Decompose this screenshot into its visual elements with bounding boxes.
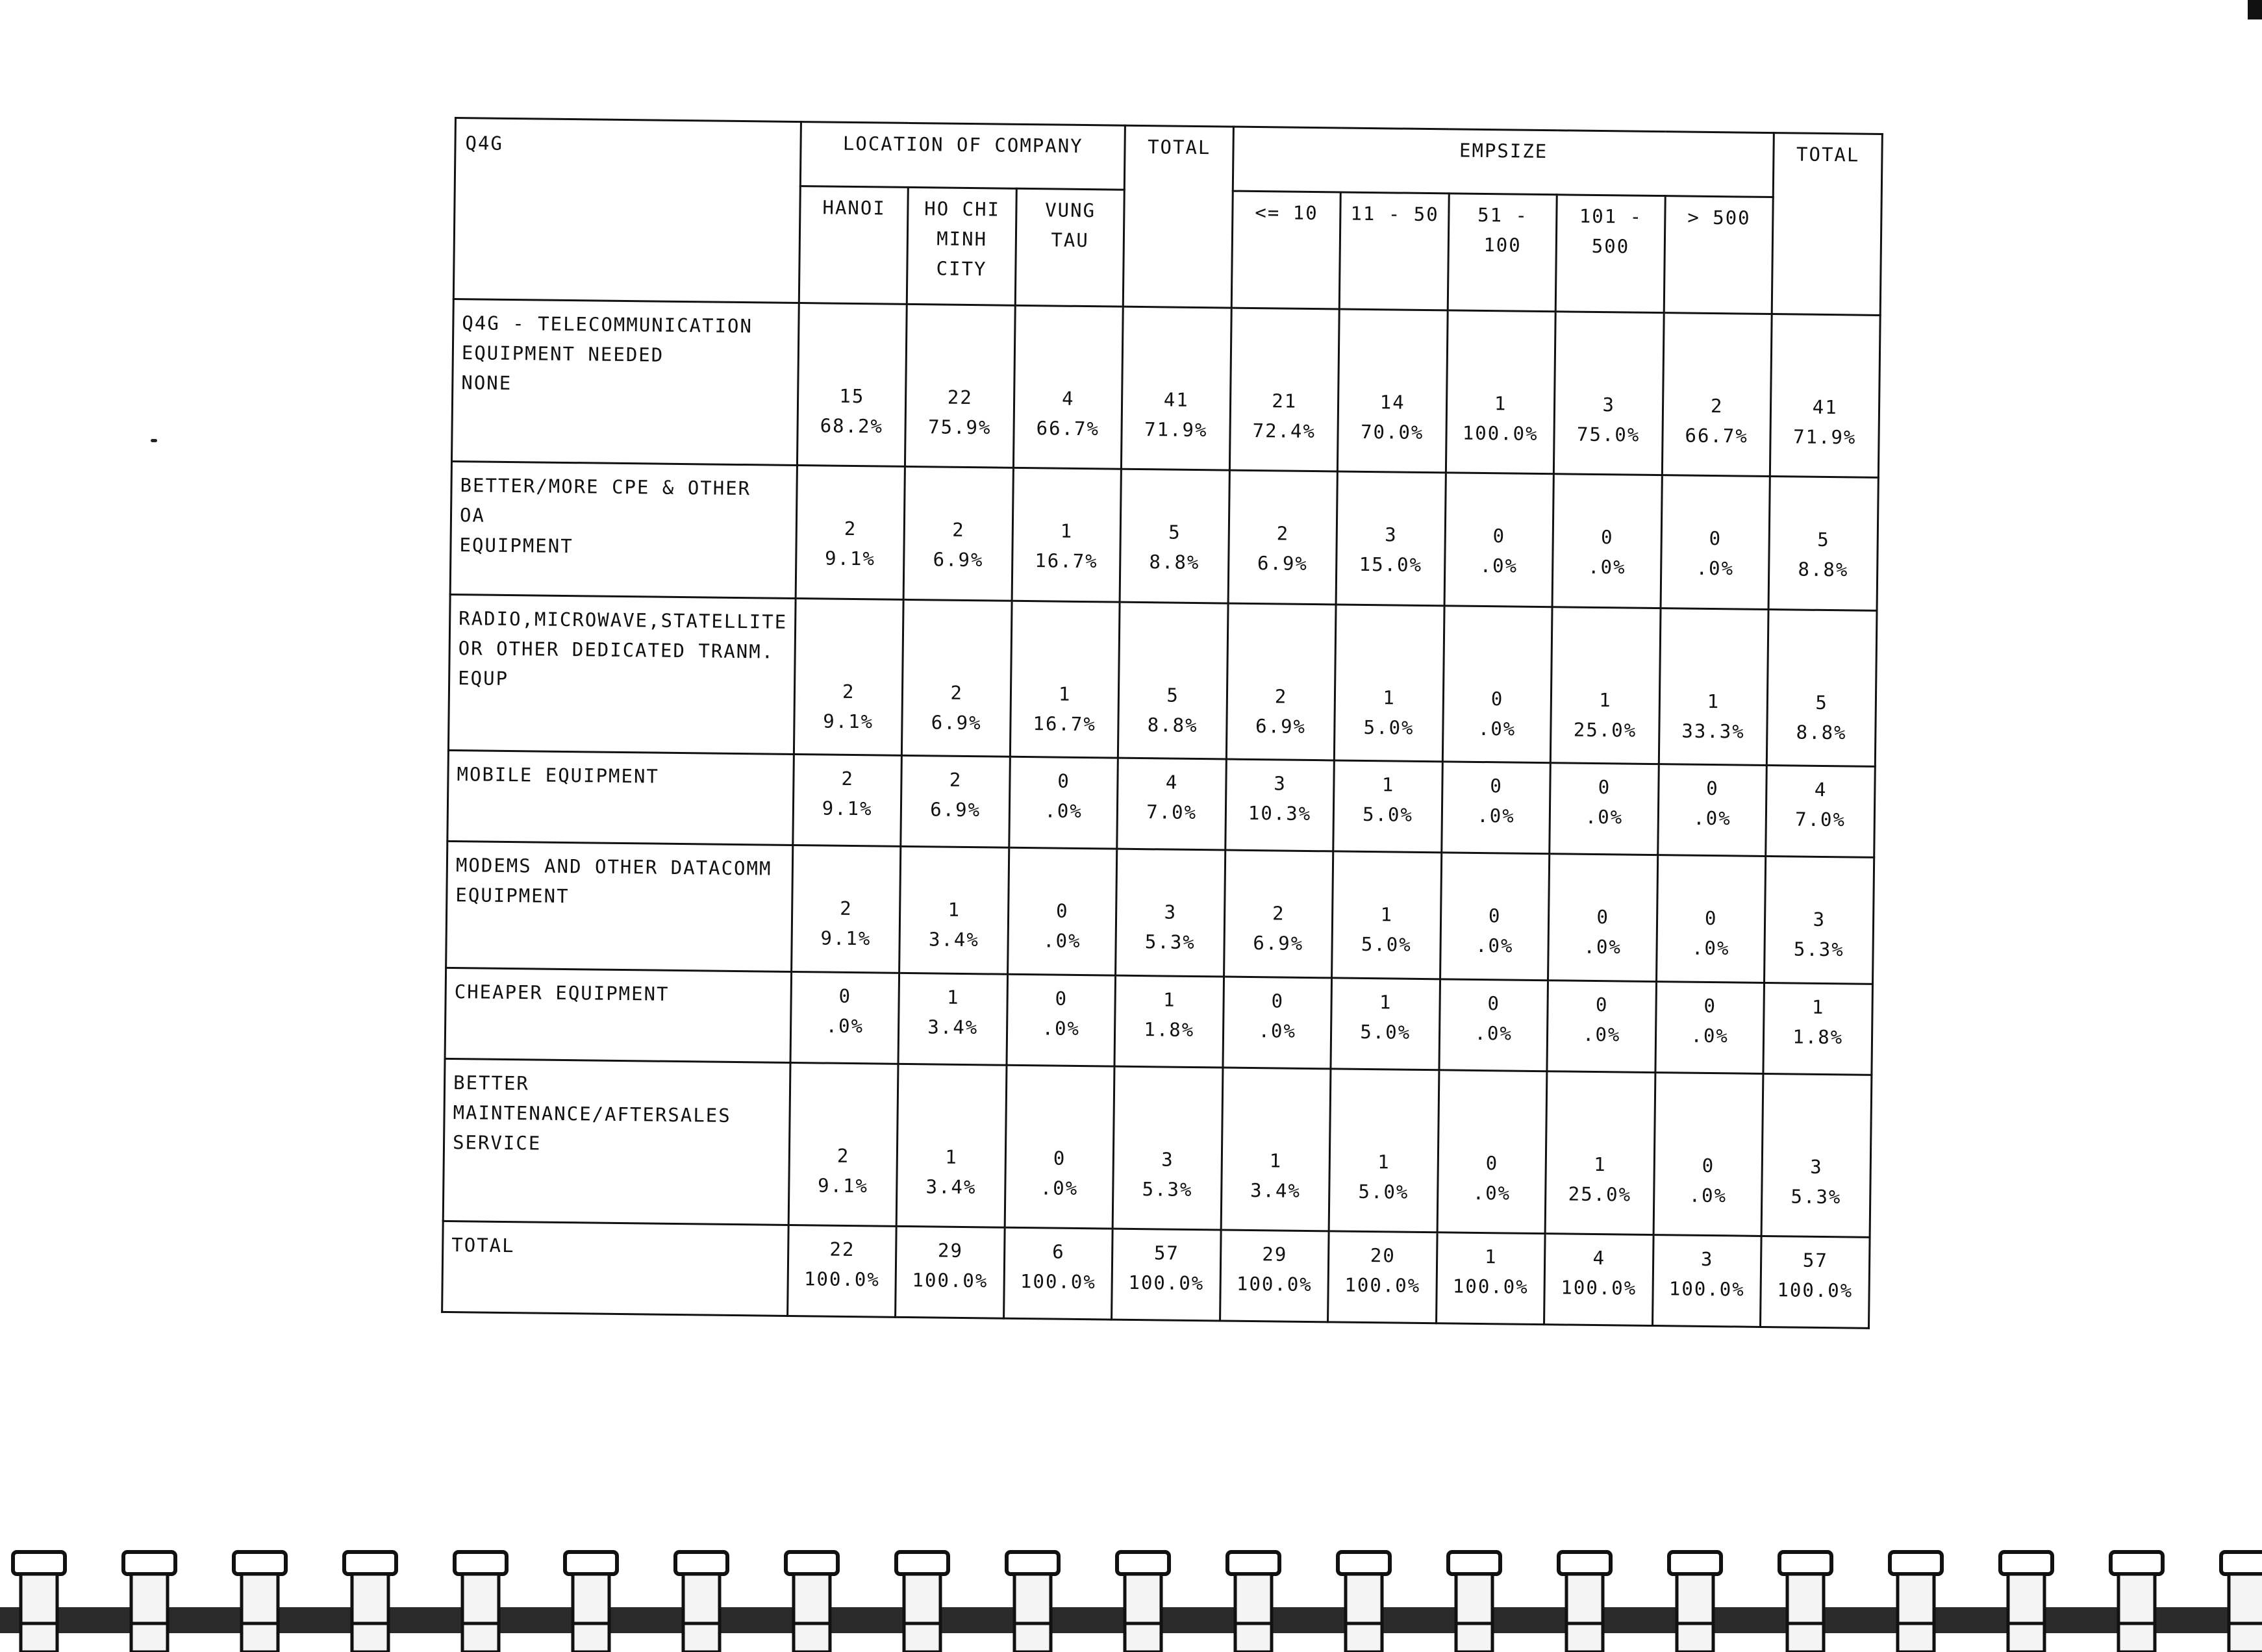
- cell-51-100: [1444, 473, 1554, 607]
- cell-gt-500: [1652, 1235, 1761, 1327]
- cell-total-empsize: [1767, 610, 1877, 767]
- cell-hanoi: [793, 754, 902, 846]
- col-header-ho-chi-minh-city: HO CHI MINH CITY: [907, 187, 1017, 305]
- cell-gt-500: [1661, 475, 1770, 610]
- table-row: [447, 750, 1875, 857]
- cell-count: 0: [1702, 1154, 1715, 1177]
- cell-percent: 16.7%: [1035, 549, 1098, 573]
- empsize-header: EMPSIZE: [1233, 127, 1774, 197]
- cell-vung-tau: [1005, 1065, 1114, 1229]
- cell-count: 3: [1602, 394, 1616, 416]
- cell-count: 2: [839, 897, 853, 920]
- cell-count: 2: [844, 517, 857, 540]
- cell-count: 3: [1274, 772, 1287, 795]
- cell-count: 3: [1161, 1148, 1174, 1171]
- cell-count: 0: [1485, 1152, 1499, 1175]
- cell-percent: 5.0%: [1363, 716, 1414, 739]
- table-row: [448, 594, 1877, 766]
- cell-total-empsize: [1765, 856, 1874, 984]
- cell-percent: .0%: [1582, 1023, 1621, 1046]
- cell-percent: 75.9%: [927, 416, 992, 439]
- cell-count: 57: [1153, 1242, 1180, 1264]
- cell-count: 0: [1706, 777, 1719, 800]
- cell-le-10: [1226, 603, 1336, 760]
- cell-percent: 100.0%: [1777, 1279, 1854, 1302]
- cell-count: 0: [1595, 994, 1609, 1016]
- cell-count: 1: [948, 898, 961, 921]
- cell-percent: .0%: [1477, 717, 1516, 740]
- cell-total-location: [1114, 975, 1224, 1068]
- cell-count: 1: [945, 1145, 958, 1168]
- binding-coil: [1779, 1552, 1831, 1652]
- cell-percent: 100.0%: [1236, 1272, 1313, 1296]
- cell-percent: 66.7%: [1036, 417, 1100, 440]
- cell-percent: .0%: [1258, 1020, 1297, 1042]
- cell-ho-chi-minh-city: [901, 755, 1010, 847]
- cell-count: 1: [1599, 689, 1612, 712]
- cell-percent: 7.0%: [1146, 801, 1198, 824]
- cell-count: 2: [1272, 902, 1285, 925]
- cell-ho-chi-minh-city: [905, 304, 1015, 468]
- cell-percent: 6.9%: [931, 711, 982, 734]
- cell-51-100: [1439, 979, 1548, 1071]
- cell-count: 0: [1596, 906, 1610, 929]
- col-header-gt-500: > 500: [1664, 196, 1774, 314]
- cell-percent: 3.4%: [928, 928, 979, 951]
- cell-count: 1: [1058, 682, 1072, 705]
- cell-count: 3: [1813, 908, 1826, 931]
- cell-percent: 10.3%: [1248, 801, 1312, 825]
- cell-percent: .0%: [1040, 1177, 1079, 1199]
- cell-percent: 100.0%: [912, 1269, 988, 1292]
- cell-ho-chi-minh-city: [898, 973, 1007, 1065]
- cell-11-50: [1333, 760, 1442, 853]
- col-header-le-10: <= 10: [1231, 191, 1341, 309]
- spiral-binding-strip: [0, 1546, 2262, 1652]
- cell-total-empsize: [1768, 477, 1878, 611]
- cell-percent: 3.4%: [1250, 1179, 1301, 1202]
- cell-percent: .0%: [1689, 1184, 1728, 1207]
- cell-51-100: [1436, 1233, 1545, 1325]
- binding-coil: [123, 1552, 175, 1652]
- cell-count: 0: [1053, 1147, 1066, 1170]
- cell-101-500: [1550, 763, 1659, 855]
- table-row: [450, 461, 1878, 610]
- cell-total-location: [1113, 1066, 1223, 1230]
- cell-11-50: [1328, 1231, 1437, 1323]
- cell-count: 0: [1487, 992, 1501, 1015]
- page-edge-mark: [2248, 0, 2262, 19]
- cell-count: 1: [1383, 686, 1396, 709]
- binding-coil: [455, 1552, 507, 1652]
- cell-count: 57: [1802, 1249, 1828, 1272]
- cell-percent: .0%: [1475, 934, 1514, 957]
- total-header-location: TOTAL: [1124, 125, 1234, 308]
- cell-hanoi: [794, 599, 903, 756]
- cell-percent: 9.1%: [824, 547, 876, 570]
- cell-count: 5: [1166, 684, 1180, 707]
- row-label: BETTER MAINTENANCE/AFTERSALES SERVICE: [443, 1058, 790, 1225]
- cell-percent: 66.7%: [1685, 424, 1749, 447]
- cell-total-location: [1118, 602, 1228, 759]
- binding-coil: [1669, 1552, 1721, 1652]
- cell-total-empsize: [1763, 982, 1872, 1075]
- cell-total-empsize: [1766, 765, 1875, 857]
- cell-le-10: [1228, 470, 1338, 605]
- cell-51-100: [1446, 310, 1555, 474]
- cell-51-100: [1442, 762, 1551, 854]
- cell-ho-chi-minh-city: [899, 846, 1009, 974]
- cell-percent: .0%: [1042, 1017, 1081, 1040]
- cell-total-location: [1116, 849, 1225, 977]
- cell-count: 4: [1592, 1246, 1606, 1270]
- cell-count: 22: [829, 1238, 855, 1261]
- cell-gt-500: [1658, 764, 1767, 857]
- cell-percent: 15.0%: [1359, 553, 1423, 576]
- cell-total-location: [1120, 469, 1230, 603]
- cell-percent: 6.9%: [1255, 715, 1307, 738]
- cell-count: 29: [1262, 1243, 1288, 1266]
- cell-percent: 9.1%: [823, 710, 874, 733]
- cell-count: 41: [1812, 395, 1838, 419]
- cell-11-50: [1332, 851, 1442, 979]
- col-header-hanoi: HANOI: [799, 186, 909, 305]
- cell-count: 2: [949, 768, 962, 791]
- cell-count: 1: [1707, 690, 1720, 713]
- col-header-51-100: 51 - 100: [1448, 194, 1557, 312]
- cell-count: 0: [1055, 987, 1068, 1010]
- cell-count: 22: [947, 386, 973, 409]
- cell-gt-500: [1659, 608, 1768, 766]
- cell-percent: 5.3%: [1142, 1178, 1193, 1201]
- cell-percent: .0%: [1587, 555, 1626, 579]
- cell-count: 1: [1377, 1151, 1390, 1173]
- cell-count: 41: [1163, 388, 1189, 411]
- cell-percent: 5.3%: [1791, 1185, 1842, 1208]
- cell-count: 1: [1811, 995, 1825, 1019]
- total-header-empsize: TOTAL: [1772, 133, 1883, 316]
- binding-coil: [1007, 1552, 1059, 1652]
- cell-count: 1: [946, 986, 960, 1008]
- cell-51-100: [1442, 606, 1552, 763]
- binding-coil: [1890, 1552, 1942, 1652]
- cell-count: 0: [1703, 994, 1717, 1018]
- binding-coil: [1338, 1552, 1390, 1652]
- cell-count: 0: [1598, 776, 1611, 799]
- cell-count: 4: [1814, 778, 1828, 801]
- cell-gt-500: [1662, 313, 1772, 477]
- row-label: MOBILE EQUIPMENT: [447, 750, 794, 845]
- col-header-11-50: 11 - 50: [1340, 192, 1450, 310]
- cell-le-10: [1223, 977, 1332, 1069]
- cell-hanoi: [788, 1062, 898, 1226]
- cell-percent: .0%: [1474, 1021, 1513, 1045]
- cell-percent: 6.9%: [1257, 552, 1309, 575]
- cell-101-500: [1554, 312, 1664, 475]
- table-row: [443, 1058, 1872, 1237]
- cell-count: 15: [839, 384, 865, 408]
- row-label: CHEAPER EQUIPMENT: [445, 968, 792, 1062]
- cell-total-location: [1117, 758, 1226, 850]
- cell-le-10: [1229, 308, 1339, 471]
- cell-count: 5: [1817, 528, 1830, 551]
- binding-coil: [234, 1552, 286, 1652]
- cell-count: 1: [1381, 773, 1395, 796]
- cell-le-10: [1225, 759, 1335, 851]
- table-row: [446, 841, 1874, 984]
- row-label: MODEMS AND OTHER DATACOMM EQUIPMENT: [446, 841, 793, 971]
- cell-count: 20: [1370, 1244, 1396, 1267]
- cell-total-empsize: [1761, 1236, 1870, 1328]
- corner-label: Q4G: [453, 118, 801, 303]
- table-row: [445, 968, 1872, 1075]
- cell-percent: 1.8%: [1144, 1018, 1195, 1042]
- cell-percent: .0%: [1477, 804, 1515, 827]
- cell-count: 2: [836, 1144, 850, 1168]
- binding-coil: [2221, 1552, 2262, 1652]
- cell-percent: 5.0%: [1358, 1180, 1409, 1203]
- cell-count: 2: [841, 767, 855, 790]
- cell-percent: .0%: [1691, 936, 1730, 960]
- cell-count: 2: [1274, 685, 1288, 708]
- cell-11-50: [1338, 309, 1448, 473]
- cell-count: 2: [842, 680, 855, 703]
- cell-percent: 100.0%: [1344, 1273, 1421, 1297]
- row-label: TOTAL: [442, 1221, 789, 1316]
- binding-coil: [344, 1552, 396, 1652]
- cell-percent: 25.0%: [1568, 1183, 1632, 1206]
- cell-percent: 1.8%: [1792, 1025, 1844, 1049]
- cell-vung-tau: [1012, 468, 1122, 602]
- col-header-vung-tau: VUNG TAU: [1015, 188, 1125, 307]
- cell-count: 0: [1271, 990, 1285, 1012]
- crosstab-table-wrapper: [441, 117, 1883, 1308]
- cell-percent: 100.0%: [1128, 1271, 1205, 1295]
- cell-101-500: [1548, 854, 1658, 982]
- binding-coil: [1227, 1552, 1279, 1652]
- cell-percent: 100.0%: [1452, 1275, 1529, 1298]
- cell-count: 0: [1488, 905, 1502, 927]
- table-row: [451, 299, 1880, 477]
- cell-hanoi: [790, 971, 899, 1064]
- cell-percent: 3.4%: [927, 1016, 979, 1039]
- table-body: [442, 299, 1881, 1328]
- cell-gt-500: [1653, 1073, 1763, 1236]
- cell-percent: 25.0%: [1573, 718, 1637, 742]
- cell-hanoi: [796, 466, 905, 600]
- cell-percent: .0%: [1696, 557, 1735, 580]
- cell-le-10: [1220, 1230, 1329, 1322]
- binding-coil: [1117, 1552, 1169, 1652]
- cell-51-100: [1437, 1070, 1547, 1234]
- cell-percent: 33.3%: [1681, 720, 1745, 743]
- cell-count: 1: [1494, 392, 1507, 415]
- cell-count: 2: [1710, 394, 1724, 418]
- header-row-groups: [455, 118, 1882, 199]
- cell-vung-tau: [1007, 974, 1116, 1066]
- cell-percent: 72.4%: [1252, 419, 1316, 443]
- cell-11-50: [1331, 978, 1440, 1070]
- cell-101-500: [1544, 1234, 1653, 1326]
- cell-11-50: [1335, 605, 1444, 762]
- cell-percent: .0%: [1585, 805, 1624, 829]
- scan-speck: [151, 439, 157, 442]
- cell-vung-tau: [1004, 1227, 1113, 1320]
- cell-count: 1: [1379, 991, 1392, 1014]
- cell-percent: 68.2%: [820, 414, 884, 438]
- cell-count: 4: [1165, 771, 1179, 794]
- cell-percent: 16.7%: [1033, 712, 1096, 736]
- cell-count: 5: [1815, 691, 1829, 714]
- cell-percent: .0%: [1042, 929, 1081, 953]
- cell-count: 2: [952, 518, 965, 541]
- cell-count: 14: [1379, 391, 1405, 414]
- cell-percent: 8.8%: [1798, 558, 1849, 581]
- cell-count: 2: [950, 681, 964, 704]
- cell-ho-chi-minh-city: [896, 1226, 1005, 1318]
- cell-percent: 5.0%: [1362, 803, 1414, 826]
- cell-count: 0: [1057, 770, 1071, 792]
- cell-count: 0: [838, 984, 852, 1008]
- cell-le-10: [1224, 850, 1333, 978]
- cell-total-location: [1122, 307, 1231, 470]
- cell-percent: 3.4%: [925, 1175, 977, 1199]
- cell-percent: 100.0%: [1668, 1277, 1745, 1301]
- binding-coil: [896, 1552, 948, 1652]
- cell-percent: 6.9%: [933, 548, 984, 571]
- cell-count: 29: [937, 1239, 964, 1262]
- cell-count: 1: [1269, 1149, 1283, 1172]
- row-label: Q4G - TELECOMMUNICATION EQUIPMENT NEEDED NONE: [451, 299, 799, 465]
- cell-percent: 100.0%: [803, 1268, 881, 1291]
- binding-coil: [1448, 1552, 1500, 1652]
- cell-percent: 8.8%: [1149, 551, 1200, 574]
- cell-101-500: [1551, 607, 1661, 764]
- cell-count: 3: [1164, 901, 1177, 923]
- cell-percent: 6.9%: [930, 798, 981, 821]
- col-header-101-500: 101 - 500: [1556, 195, 1666, 313]
- cell-percent: .0%: [1690, 1024, 1729, 1047]
- crosstab-table: [441, 117, 1883, 1329]
- cell-count: 0: [1709, 527, 1722, 550]
- cell-11-50: [1336, 471, 1446, 606]
- cell-hanoi: [788, 1225, 897, 1317]
- cell-count: 5: [1168, 521, 1181, 544]
- cell-percent: 75.0%: [1576, 423, 1640, 446]
- cell-percent: 9.1%: [817, 1174, 869, 1197]
- cell-count: 0: [1490, 688, 1504, 710]
- cell-percent: 7.0%: [1794, 808, 1846, 831]
- cell-percent: 100.0%: [1462, 421, 1539, 445]
- cell-percent: .0%: [1044, 799, 1083, 823]
- binding-coil: [786, 1552, 838, 1652]
- cell-percent: 71.9%: [1144, 418, 1208, 442]
- cell-ho-chi-minh-city: [904, 466, 1014, 601]
- cell-count: 21: [1272, 390, 1298, 412]
- cell-percent: .0%: [1693, 807, 1731, 830]
- cell-count: 1: [1484, 1245, 1498, 1268]
- table-row: [442, 1221, 1870, 1328]
- cell-percent: .0%: [1472, 1181, 1511, 1205]
- cell-vung-tau: [1013, 305, 1123, 469]
- cell-count: 1: [1162, 988, 1176, 1011]
- cell-count: 3: [1810, 1155, 1823, 1179]
- cell-percent: 70.0%: [1360, 420, 1424, 444]
- cell-percent: 100.0%: [1020, 1270, 1096, 1294]
- binding-coil: [565, 1552, 617, 1652]
- cell-101-500: [1552, 474, 1662, 608]
- row-label: BETTER/MORE CPE & OTHER OA EQUIPMENT: [450, 461, 797, 598]
- cell-total-location: [1112, 1229, 1221, 1321]
- binding-coil: [1559, 1552, 1611, 1652]
- cell-count: 0: [1600, 526, 1614, 549]
- cell-percent: .0%: [1583, 935, 1622, 958]
- cell-percent: 71.9%: [1792, 425, 1857, 449]
- cell-ho-chi-minh-city: [902, 599, 1012, 757]
- cell-count: 1: [1060, 519, 1074, 542]
- cell-count: 1: [1593, 1153, 1607, 1176]
- cell-percent: 5.0%: [1361, 932, 1412, 956]
- cell-gt-500: [1656, 855, 1766, 983]
- location-of-company-header: LOCATION OF COMPANY: [800, 122, 1125, 190]
- cell-percent: 100.0%: [1561, 1276, 1637, 1299]
- cell-101-500: [1547, 981, 1656, 1073]
- binding-coil: [675, 1552, 727, 1652]
- binding-coil: [2111, 1552, 2163, 1652]
- cell-51-100: [1440, 853, 1550, 981]
- cell-percent: 9.1%: [822, 797, 873, 820]
- binding-coil: [13, 1552, 65, 1652]
- cell-total-empsize: [1761, 1073, 1871, 1237]
- cell-hanoi: [792, 845, 901, 973]
- cell-count: 3: [1385, 523, 1398, 546]
- cell-101-500: [1545, 1071, 1655, 1235]
- cell-hanoi: [797, 303, 907, 467]
- cell-percent: 5.3%: [1793, 938, 1844, 961]
- cell-ho-chi-minh-city: [897, 1064, 1007, 1227]
- cell-percent: 8.8%: [1796, 721, 1847, 744]
- cell-percent: 5.0%: [1360, 1020, 1411, 1044]
- cell-11-50: [1329, 1069, 1439, 1233]
- cell-vung-tau: [1008, 847, 1118, 975]
- cell-count: 0: [1704, 907, 1718, 930]
- cell-count: 6: [1051, 1240, 1065, 1263]
- cell-count: 0: [1490, 775, 1503, 797]
- cell-percent: 9.1%: [820, 927, 872, 950]
- cell-vung-tau: [1009, 757, 1118, 849]
- cell-count: 2: [1276, 522, 1290, 545]
- binding-coil: [2000, 1552, 2052, 1652]
- cell-percent: .0%: [825, 1014, 864, 1038]
- cell-count: 4: [1061, 387, 1075, 410]
- cell-gt-500: [1655, 982, 1765, 1074]
- cell-vung-tau: [1010, 601, 1120, 758]
- row-label: RADIO,MICROWAVE,STATELLITE OR OTHER DEDICATED TRANM. EQUP: [448, 594, 796, 754]
- cell-count: 0: [1055, 899, 1069, 922]
- cell-count: 0: [1492, 525, 1506, 547]
- cell-le-10: [1221, 1068, 1331, 1231]
- cell-percent: .0%: [1479, 554, 1518, 577]
- cell-total-empsize: [1770, 314, 1880, 478]
- cell-percent: 8.8%: [1147, 714, 1198, 737]
- cell-percent: 5.3%: [1144, 931, 1196, 954]
- cell-percent: 6.9%: [1253, 932, 1304, 955]
- cell-count: 1: [1380, 903, 1394, 926]
- cell-count: 3: [1700, 1247, 1714, 1271]
